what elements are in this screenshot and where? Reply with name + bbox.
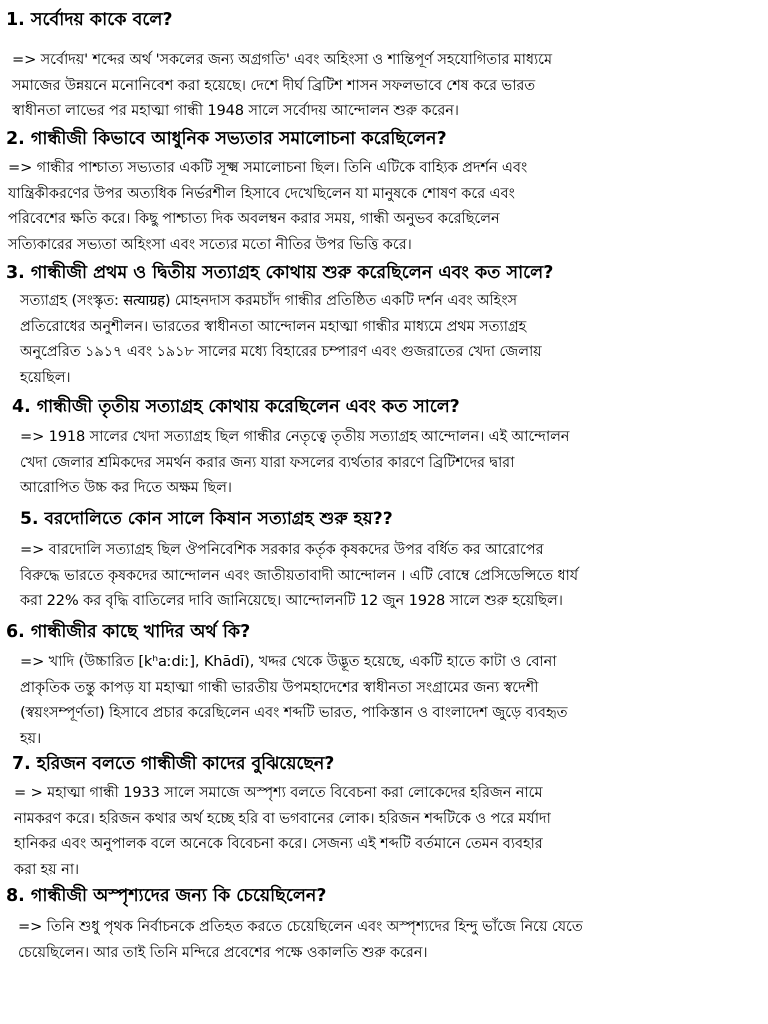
- answer-line: নামকরণ করে। হরিজন কথার অর্থ হচ্ছে হরি বা ভগবানের লোক। হরিজন শব্দটিকে ও পরে মর্যাদা: [14, 809, 551, 827]
- answer-line: হয়েছিল।: [20, 368, 71, 386]
- answer-line: করা হয় না।: [14, 860, 79, 878]
- answer-2: [8, 155, 527, 257]
- answer-line: বিরুদ্ধে ভারতে কৃষকদের আন্দোলন এবং জাতীয়তাবাদী আন্দোলন । এটি বোম্বে প্রেসিডেন্সিতে ধার্য: [20, 566, 578, 584]
- answer-1: [12, 47, 552, 124]
- answer-4: [20, 424, 569, 501]
- answer-3: [20, 288, 542, 390]
- answer-line: হয়।: [20, 729, 42, 747]
- question-2-heading: 2. গান্ধীজী কিভাবে আধুনিক সভ্যতার সমালোচনা করেছিলেন?: [6, 129, 447, 149]
- answer-line: হানিকর এবং অনুপালক বলে অনেকে বিবেচনা করে। সেজন্য এই শব্দটি বর্তমানে তেমন ব্যবহার: [14, 835, 543, 852]
- answer-line: চেয়েছিলেন। আর তাই তিনি মন্দিরে প্রবেশের পক্ষে ওকালতি শুরু করেন।: [18, 943, 428, 961]
- answer-line: যান্ত্রিকীকরণের উপর অত্যধিক নির্ভরশীল হিসাবে দেখেছিলেন যা মানুষকে শোষণ করে এবং: [8, 184, 515, 202]
- answer-6: [20, 649, 567, 751]
- answer-line: (স্বয়ংসম্পূর্ণতা) হিসাবে প্রচার করেছিলেন এবং শব্দটি ভারত, পাকিস্তান ও বাংলাদেশ জুড়ে ব্যবহৃত: [20, 704, 568, 721]
- answer-line: => তিনি শুধু পৃথক নির্বাচনকে প্রতিহত করতে চেয়েছিলেন এবং অস্পৃশ্যদের হিন্দু ভাঁজে নিয়ে যেতে: [18, 918, 583, 935]
- answer-line: পরিবেশের ক্ষতি করে। কিছু পাশ্চাত্য দিক অবলম্বন করার সময়, গান্ধী অনুভব করেছিলেন: [8, 210, 500, 227]
- answer-line: খেদা জেলার শ্রমিকদের সমর্থন করার জন্য যারা ফসলের ব্যর্থতার কারণে ব্রিটিশদের দ্বারা: [20, 453, 515, 471]
- answer-line: আরোপিত উচ্চ কর দিতে অক্ষম ছিল।: [20, 479, 232, 496]
- answer-5: [20, 537, 578, 614]
- answer-line: সত্যাগ্রহ (সংস্কৃত: सत्याग्रह) মোহনদাস করমচাঁদ গান্ধীর প্রতিষ্ঠিত একটি দর্শন এবং অহিংস: [20, 292, 517, 309]
- answer-line: => খাদি (উচ্চারিত [kʰaːdiː], Khādī), খদ্দর থেকে উদ্ভূত হয়েছে, একটি হাতে কাটা ও বোনা: [20, 653, 557, 670]
- answer-line: স্বাধীনতা লাভের পর মহাত্মা গান্ধী 1948 সালে সর্বোদয় আন্দোলন শুরু করেন।: [12, 102, 459, 119]
- answer-8: [18, 914, 583, 965]
- answer-line: = > মহাত্মা গান্ধী 1933 সালে সমাজে অস্পৃশ্য বলতে বিবেচনা করা লোকেদের হরিজন নামে: [14, 784, 543, 801]
- question-6-heading: 6. গান্ধীজীর কাছে খাদির অর্থ কি?: [6, 622, 251, 642]
- answer-line: অনুপ্রেরিত ১৯১৭ এবং ১৯১৮ সালের মধ্যে বিহারের চম্পারণ এবং গুজরাতের খেদা জেলায়: [20, 343, 542, 360]
- answer-line: => বারদোলি সত্যাগ্রহ ছিল ঔপনিবেশিক সরকার কর্তৃক কৃষকদের উপর বর্ধিত কর আরোপের: [20, 541, 544, 558]
- answer-line: => গান্ধীর পাশ্চাত্য সভ্যতার একটি সূক্ষ্ম সমালোচনা ছিল। তিনি এটিকে বাহ্যিক প্রদর্শন এবং: [8, 159, 528, 176]
- answer-line: করা 22% কর বৃদ্ধি বাতিলের দাবি জানিয়েছে। আন্দোলনটি 12 জুন 1928 সালে শুরু হয়েছিল।: [20, 592, 563, 609]
- question-4-heading: 4. গান্ধীজী তৃতীয় সত্যাগ্রহ কোথায় করেছিলেন এবং কত সালে?: [12, 397, 460, 417]
- question-5-heading: 5. বরদোলিতে কোন সালে কিষান সত্যাগ্রহ শুরু হয়??: [20, 509, 393, 529]
- question-1-heading: 1. সর্বোদয় কাকে বলে?: [6, 10, 173, 30]
- question-8-heading: 8. গান্ধীজী অস্পৃশ্যদের জন্য কি চেয়েছিলেন?: [6, 886, 327, 906]
- answer-line: => সর্বোদয়' শব্দের অর্থ 'সকলের জন্য অগ্রগতি' এবং অহিংসা ও শান্তিপূর্ণ সহযোগিতার মাধ্যমে: [12, 51, 552, 68]
- question-7-heading: 7. হরিজন বলতে গান্ধীজী কাদের বুঝিয়েছেন?: [12, 754, 335, 774]
- answer-line: => 1918 সালের খেদা সত্যাগ্রহ ছিল গান্ধীর নেতৃত্বে তৃতীয় সত্যাগ্রহ আন্দোলন। এই আন্দোলন: [20, 428, 570, 445]
- answer-line: প্রাকৃতিক তন্তু কাপড় যা মহাত্মা গান্ধী ভারতীয় উপমহাদেশের স্বাধীনতা সংগ্রামের জন্য স্বদেশী: [20, 678, 539, 696]
- answer-line: সমাজের উন্নয়নে মনোনিবেশ করা হয়েছে। দেশে দীর্ঘ ব্রিটিশ শাসন সফলভাবে শেষ করে ভারত: [12, 76, 535, 94]
- answer-line: প্রতিরোধের অনুশীলন। ভারতের স্বাধীনতা আন্দোলন মহাত্মা গান্ধীর মাধ্যমে প্রথম সত্যাগ্রহ: [20, 317, 527, 335]
- answer-7: [14, 780, 551, 882]
- question-3-heading: 3. গান্ধীজী প্রথম ও দ্বিতীয় সত্যাগ্রহ কোথায় শুরু করেছিলেন এবং কত সালে?: [6, 263, 554, 283]
- answer-line: সত্যিকারের সভ্যতা অহিংসা এবং সত্যের মতো নীতির উপর ভিত্তি করে।: [8, 235, 412, 253]
